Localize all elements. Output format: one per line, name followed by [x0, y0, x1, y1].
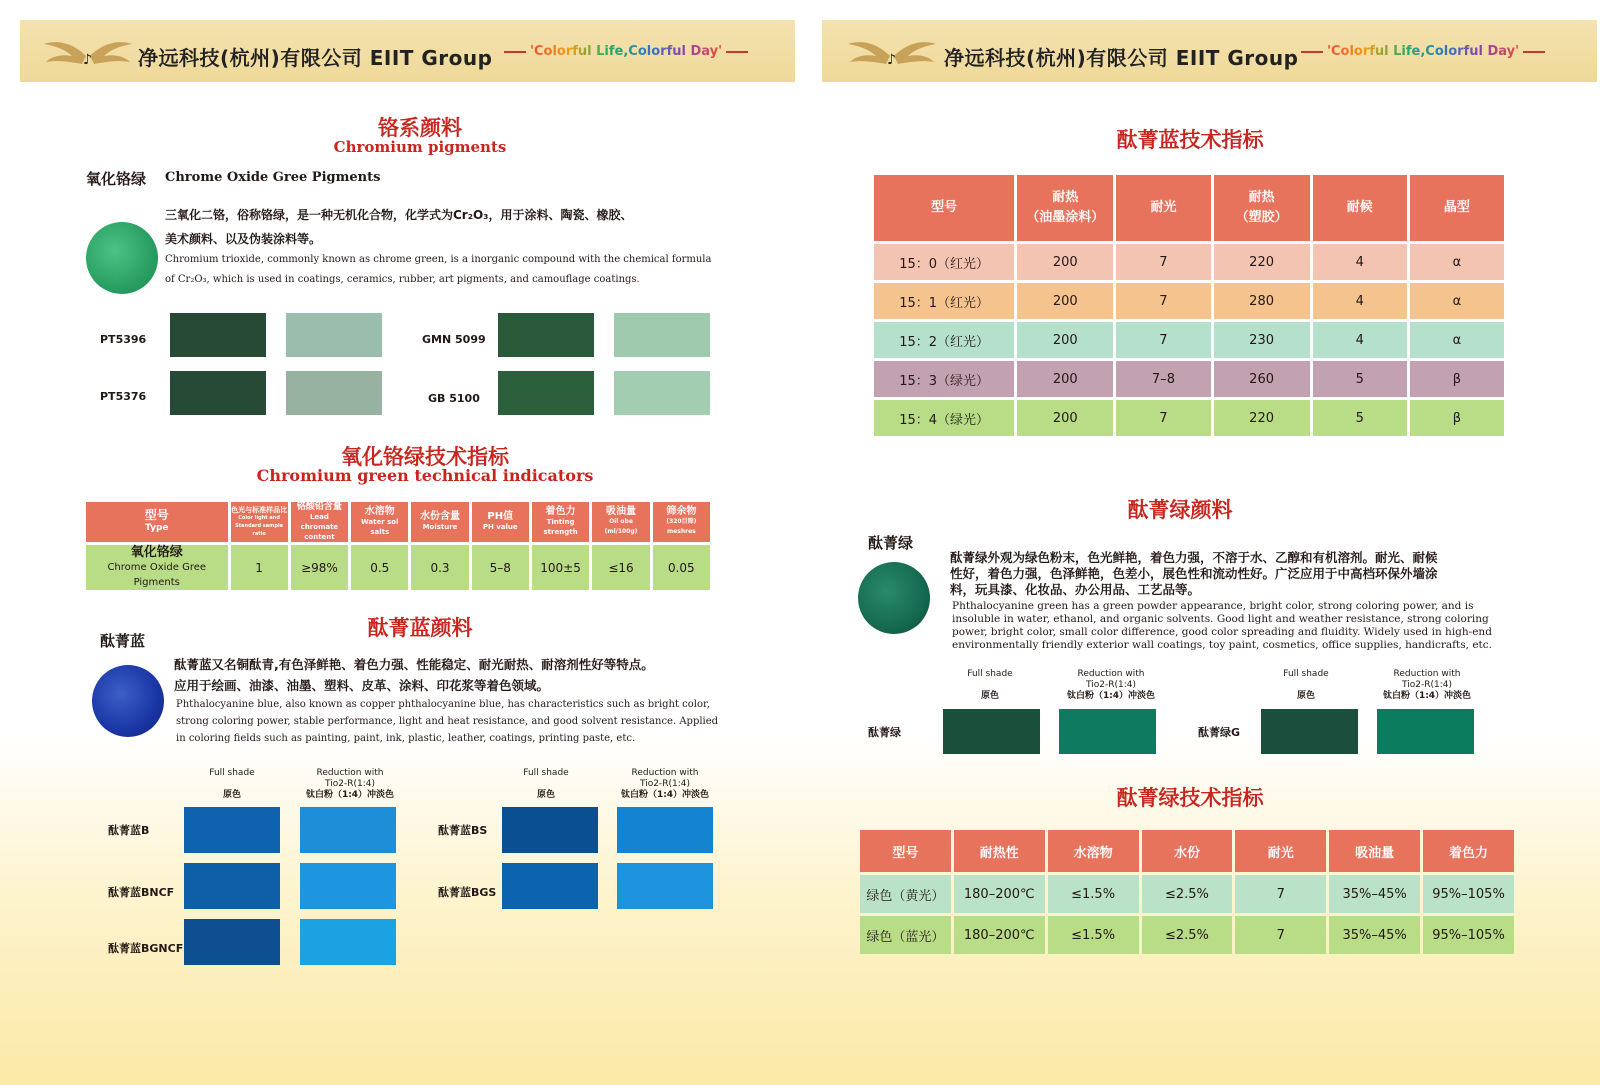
cell-value: 0.5 — [351, 545, 408, 590]
blue-table-header: 耐候 — [1313, 175, 1407, 241]
header-type: 型号 Type — [86, 502, 228, 542]
row-type-cell: 绿色（黄光） — [860, 875, 951, 913]
table-cell: α — [1410, 283, 1504, 319]
green-desc-cn-2: 性好，着色力强，色泽鲜艳，色差小，展色性和流动性好。广泛应用于中高档环保外墙涂 — [950, 566, 1438, 581]
swatch-blue-bs-reduction — [617, 807, 713, 853]
swatch-pt5396-reduction — [286, 313, 382, 357]
cell-value: 0.05 — [653, 545, 710, 590]
swatch-blue-bgncf-reduction — [300, 919, 396, 965]
green-title-cn: 酞菁绿颜料 — [1127, 497, 1233, 522]
table-cell: 230 — [1214, 322, 1310, 358]
chromium-title-cn: 铬系颜料 — [378, 115, 462, 140]
swatch-blue-b-full — [184, 807, 280, 853]
label-blue-bgncf: 酞菁蓝BGNCF — [108, 942, 184, 955]
table-cell: ≤2.5% — [1142, 916, 1233, 954]
blue-desc-en-3: in coloring fields such as painting, paint, ink, plastic, leather, coatings, printing paste, etc. — [176, 733, 636, 744]
table-row — [874, 244, 1504, 280]
col-reduction-2: Reduction with Tio2-R(1:4) 钛白粉（1:4）冲淡色 — [620, 768, 710, 800]
table-cell: 5 — [1313, 361, 1407, 397]
svg-text:♪: ♪ — [83, 52, 92, 68]
green-spec-table — [857, 827, 1517, 957]
col-reduction: Reduction with Tio2-R(1:4) 钛白粉（1:4）冲淡色 — [305, 768, 395, 800]
table-row — [874, 322, 1504, 358]
blue-table-header: 耐热 （油墨涂料） — [1017, 175, 1113, 241]
swatch-green-g-reduction — [1377, 709, 1474, 754]
header-tinting: 着色力 Tinting strength — [532, 502, 590, 542]
table-cell: α — [1410, 244, 1504, 280]
table-cell: 95%–105% — [1423, 916, 1514, 954]
green-table-header: 着色力 — [1423, 830, 1514, 872]
swatch-gmn5099-reduction — [614, 313, 710, 357]
swatch-label-pt5376: PT5376 — [100, 390, 147, 403]
table-cell: 7–8 — [1116, 361, 1210, 397]
chromium-spec-table — [83, 499, 713, 593]
label-blue-bgs: 酞菁蓝BGS — [438, 886, 497, 899]
row-chrome-oxide-name: 氧化铬绿 Chrome Oxide Gree Pigments — [86, 545, 228, 590]
table-cell: 260 — [1214, 361, 1310, 397]
swatch-blue-bncf-full — [184, 863, 280, 909]
wings-logo-icon-right — [846, 34, 938, 76]
header-residue: 筛余物 (320目筛) meshres — [653, 502, 710, 542]
row-type-cell: 绿色（蓝光） — [860, 916, 951, 954]
table-cell: 200 — [1017, 244, 1113, 280]
swatch-gmn5099-full — [498, 313, 594, 357]
green-subtitle: 酞菁绿 — [868, 534, 914, 552]
swatch-green-reduction — [1059, 709, 1156, 754]
blue-table-header: 型号 — [874, 175, 1014, 241]
table-row — [874, 283, 1504, 319]
table-cell: 7 — [1235, 875, 1326, 913]
chrome-desc-en-2: of Cr₂O₃, which is used in coatings, ceramics, rubber, art pigments, and camouflage coatings. — [165, 274, 640, 285]
table-cell: 4 — [1313, 283, 1407, 319]
table-cell: 35%–45% — [1329, 875, 1420, 913]
table-cell: 280 — [1214, 283, 1310, 319]
chrome-oxide-subtitle-cn: 氧化铬绿 — [86, 170, 147, 188]
header-water-sol: 水溶物 Water sol salts — [351, 502, 408, 542]
blue-table-header: 耐热 （塑胶） — [1214, 175, 1310, 241]
brand-name-left: 净远科技(杭州)有限公司 EIIT Group — [138, 46, 493, 70]
col-full-shade-2: Full shade 原色 — [523, 768, 569, 800]
green-table-header: 吸油量 — [1329, 830, 1420, 872]
row-type-cell: 15：1（红光） — [874, 283, 1014, 319]
swatch-gb5100-reduction — [614, 371, 710, 415]
blue-spec-table — [871, 172, 1507, 439]
green-desc-en-4: environmentally friendly exterior wall coatings, toy paint, cosmetics, office supplies, handicrafts, etc. — [952, 639, 1492, 651]
header-ph: PH值 PH value — [472, 502, 529, 542]
slogan-left: 'Colorful Life,Colorful Day' — [500, 44, 752, 59]
table-cell: 180–200℃ — [954, 875, 1045, 913]
swatch-blue-b-reduction — [300, 807, 396, 853]
swatch-label-gmn5099: GMN 5099 — [422, 333, 486, 346]
chromium-title-en: Chromium pigments — [333, 138, 507, 156]
blue-table-header: 耐光 — [1116, 175, 1210, 241]
label-blue-bncf: 酞菁蓝BNCF — [108, 886, 175, 899]
blue-subtitle: 酞菁蓝 — [100, 632, 146, 650]
table-cell: 200 — [1017, 361, 1113, 397]
row-type-cell: 15：0（红光） — [874, 244, 1014, 280]
brand-name-right: 净远科技(杭州)有限公司 EIIT Group — [944, 46, 1299, 70]
green-desc-cn-3: 料，玩具漆、化妆品、办公用品、工艺品等。 — [950, 582, 1201, 597]
chrome-desc-cn-2: 美术颜料、以及伪装涂料等。 — [165, 232, 322, 246]
swatch-blue-bgncf-full — [184, 919, 280, 965]
cell-value: 1 — [231, 545, 288, 590]
table-cell: 5 — [1313, 400, 1407, 436]
row-type-cell: 15：4（绿光） — [874, 400, 1014, 436]
green-desc-en-3: power, bright color, small color difference, good color spreading and fluidity. Widely used in high-end — [952, 626, 1492, 638]
table-cell: 7 — [1116, 283, 1210, 319]
swatch-blue-bgs-full — [502, 863, 598, 909]
table-cell: 200 — [1017, 283, 1113, 319]
cell-value: 100±5 — [532, 545, 590, 590]
table-cell: 95%–105% — [1423, 875, 1514, 913]
blue-desc-en-2: strong coloring power, stable performance, light and heat resistance, and good solvent resistance. Applied — [176, 716, 719, 727]
cell-value: ≤16 — [592, 545, 649, 590]
green-col-reduction-2: Reduction with Tio2-R(1:4) 钛白粉（1:4）冲淡色 — [1382, 669, 1472, 701]
green-table-header: 水份 — [1142, 830, 1233, 872]
green-desc-en-2: insoluble in water, ethanol, and organic solvents. Good light and weather resistance, strong coloring — [952, 613, 1489, 625]
blue-table-header: 晶型 — [1410, 175, 1504, 241]
label-green: 酞菁绿 — [868, 726, 901, 739]
green-desc-en-1: Phthalocyanine green has a green powder appearance, bright color, strong coloring power, and is — [952, 600, 1474, 612]
chrome-desc-cn-1: 三氧化二铬，俗称铬绿，是一种无机化合物，化学式为Cr₂O₃，用于涂料、陶瓷、橡胶、 — [165, 208, 633, 222]
blue-desc-cn-1: 酞菁蓝又名铜酞青,有色泽鲜艳、着色力强、性能稳定、耐光耐热、耐溶剂性好等特点。 — [174, 657, 654, 672]
swatch-label-pt5396: PT5396 — [100, 333, 147, 346]
table-cell: 7 — [1116, 244, 1210, 280]
label-blue-b: 酞菁蓝B — [108, 824, 150, 837]
blue-desc-en-1: Phthalocyanine blue, also known as copper phthalocyanine blue, has characteristics such as bright color, — [176, 699, 710, 710]
green-desc-cn-1: 酞菁绿外观为绿色粉末，色光鲜艳，着色力强，不溶于水、乙醇和有机溶剂。耐光、耐候 — [950, 550, 1438, 565]
table-cell: 200 — [1017, 322, 1113, 358]
table-cell: 220 — [1214, 400, 1310, 436]
wings-logo-icon — [42, 34, 134, 76]
green-table-title: 酞菁绿技术指标 — [1116, 785, 1264, 810]
green-table-header: 水溶物 — [1048, 830, 1139, 872]
swatch-green-full — [943, 709, 1040, 754]
swatch-label-gb5100: GB 5100 — [428, 392, 480, 405]
table-row — [874, 400, 1504, 436]
table-cell: 4 — [1313, 322, 1407, 358]
blue-title-cn: 酞菁蓝颜料 — [367, 615, 473, 640]
blue-powder-image — [92, 665, 164, 737]
swatch-pt5396-full — [170, 313, 266, 357]
green-col-full-shade: Full shade 原色 — [967, 669, 1013, 701]
cell-value: 5–8 — [472, 545, 529, 590]
chromium-table-title-en: Chromium green technical indicators — [256, 466, 594, 485]
header-color-ratio: 色光与标准样品比 Color light and Standard sample ratio — [231, 502, 288, 542]
chrome-green-powder-image — [86, 222, 158, 294]
green-col-full-shade-2: Full shade 原色 — [1283, 669, 1329, 701]
table-cell: ≤1.5% — [1048, 916, 1139, 954]
row-type-cell: 15：3（绿光） — [874, 361, 1014, 397]
table-cell: ≤2.5% — [1142, 875, 1233, 913]
swatch-pt5376-full — [170, 371, 266, 415]
blue-desc-cn-2: 应用于绘画、油漆、油墨、塑料、皮革、涂料、印花浆等着色领域。 — [174, 678, 550, 693]
blue-table-title: 酞菁蓝技术指标 — [1116, 127, 1264, 152]
table-cell: 220 — [1214, 244, 1310, 280]
table-row — [860, 875, 1514, 913]
green-powder-image — [858, 562, 930, 634]
label-blue-bs: 酞菁蓝BS — [438, 824, 488, 837]
green-table-header: 耐光 — [1235, 830, 1326, 872]
green-col-reduction: Reduction with Tio2-R(1:4) 钛白粉（1:4）冲淡色 — [1066, 669, 1156, 701]
cell-value: 0.3 — [411, 545, 468, 590]
swatch-pt5376-reduction — [286, 371, 382, 415]
swatch-green-g-full — [1261, 709, 1358, 754]
slogan-right: 'Colorful Life,Colorful Day' — [1297, 44, 1549, 59]
col-full-shade: Full shade 原色 — [209, 768, 255, 800]
swatch-blue-bs-full — [502, 807, 598, 853]
table-cell: 200 — [1017, 400, 1113, 436]
table-cell: α — [1410, 322, 1504, 358]
table-cell: ≤1.5% — [1048, 875, 1139, 913]
table-cell: 180–200℃ — [954, 916, 1045, 954]
table-cell: 7 — [1116, 400, 1210, 436]
label-green-g: 酞菁绿G — [1198, 726, 1241, 739]
table-cell: β — [1410, 400, 1504, 436]
table-cell: 35%–45% — [1329, 916, 1420, 954]
swatch-blue-bgs-reduction — [617, 863, 713, 909]
header-lead-chromate: 铬酸铅含量 Lead chromate content — [291, 502, 348, 542]
row-type-cell: 15：2（红光） — [874, 322, 1014, 358]
table-cell: 7 — [1235, 916, 1326, 954]
header-moisture: 水份含量 Moisture — [411, 502, 468, 542]
svg-text:♪: ♪ — [887, 52, 896, 68]
green-table-header: 型号 — [860, 830, 951, 872]
chrome-desc-en-1: Chromium trioxide, commonly known as chrome green, is a inorganic compound with the chemical formula — [165, 254, 712, 265]
swatch-blue-bncf-reduction — [300, 863, 396, 909]
cell-value: ≥98% — [291, 545, 348, 590]
chrome-oxide-subtitle-en: Chrome Oxide Gree Pigments — [165, 170, 381, 185]
table-cell: 7 — [1116, 322, 1210, 358]
table-cell: 4 — [1313, 244, 1407, 280]
table-row — [860, 916, 1514, 954]
chromium-table-title-cn: 氧化铬绿技术指标 — [341, 444, 509, 469]
table-row — [874, 361, 1504, 397]
header-oil: 吸油量 Oil obe (ml/100g) — [592, 502, 649, 542]
table-cell: β — [1410, 361, 1504, 397]
green-table-header: 耐热性 — [954, 830, 1045, 872]
swatch-gb5100-full — [498, 371, 594, 415]
